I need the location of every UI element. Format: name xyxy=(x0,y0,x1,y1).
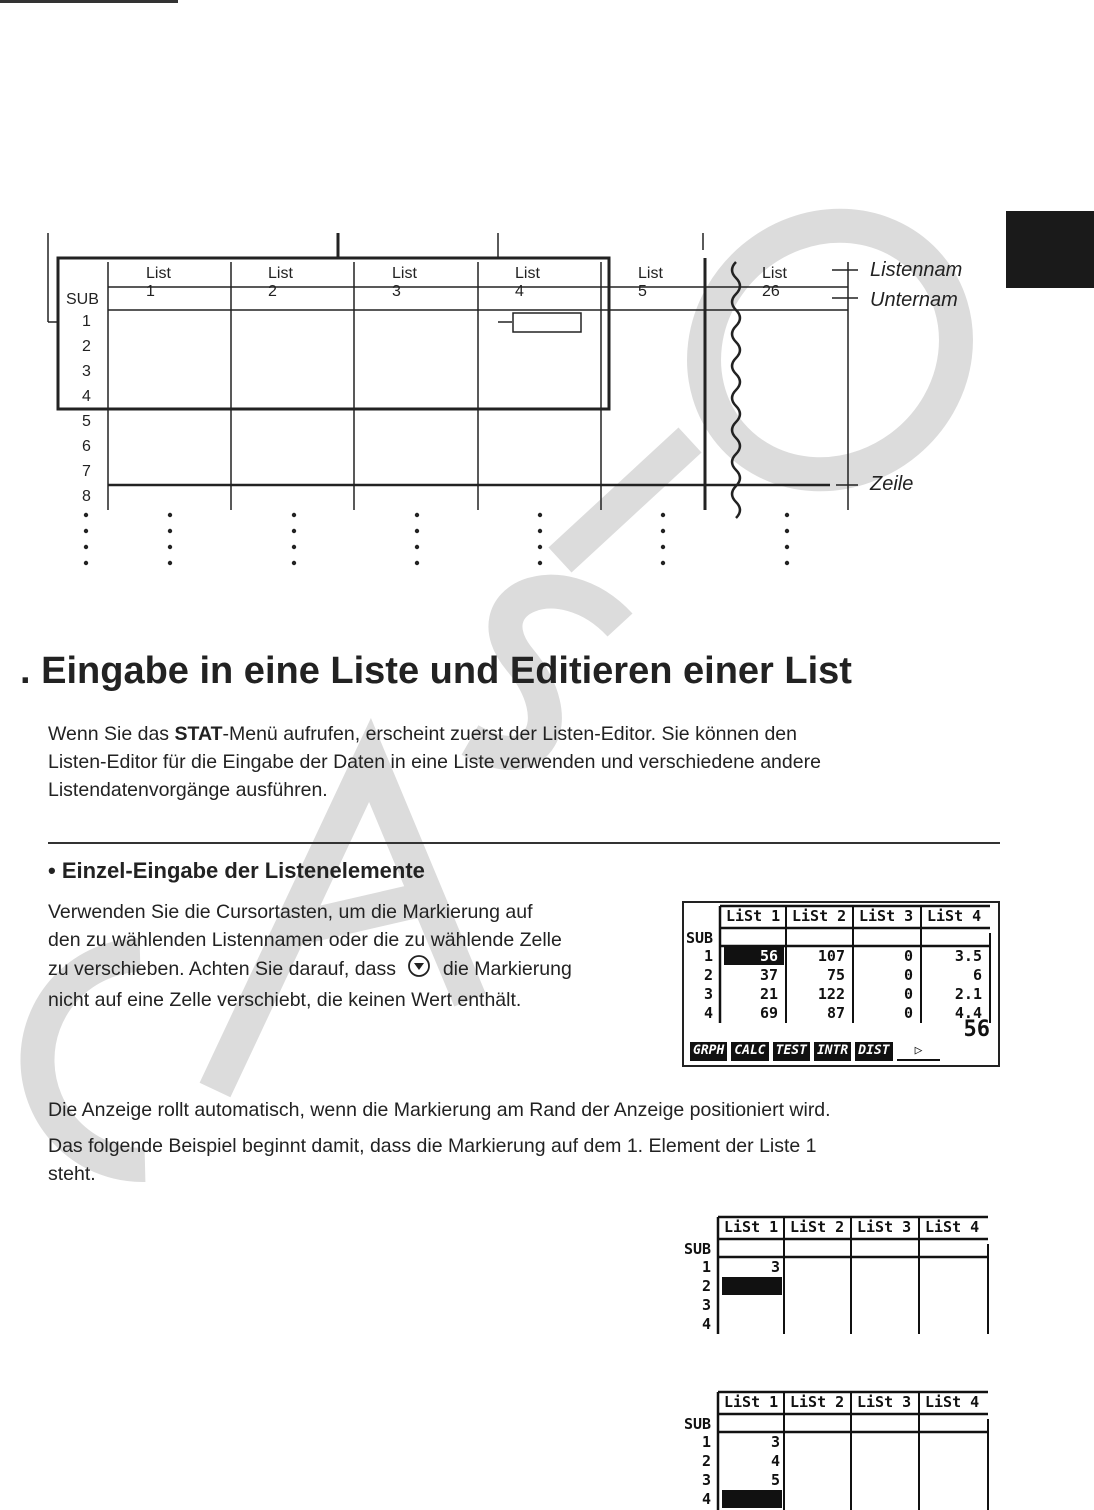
list-header-5: List 5 xyxy=(638,265,663,300)
ellipsis-dot xyxy=(292,529,296,533)
cursor-down-key-icon xyxy=(407,954,431,986)
screen-list-header: LiSt 1 xyxy=(724,1218,779,1236)
calculator-screen-2 xyxy=(682,1214,1000,1334)
screen-cell: 0 xyxy=(903,985,913,1003)
ellipsis-dot xyxy=(785,561,789,565)
ellipsis-dot xyxy=(84,545,88,549)
fkey-2[interactable]: CALC xyxy=(731,1042,768,1061)
row-number: 5 xyxy=(82,413,91,430)
p1-line-3b: die Markierung xyxy=(442,958,572,981)
ellipsis-dot xyxy=(661,529,665,533)
row-number: 3 xyxy=(82,363,91,380)
screen-cell: 0 xyxy=(903,947,913,965)
list-header-26: List 26 xyxy=(762,265,787,300)
ellipsis-dot xyxy=(292,561,296,565)
screen-list-header: LiSt 4 xyxy=(927,907,982,925)
screen-cell: 107 xyxy=(817,947,845,965)
p1-line-2: den zu wählenden Listennamen oder die zu wählende Zelle xyxy=(48,929,562,951)
fkey-1[interactable]: GRPH xyxy=(690,1042,727,1061)
screen-row-number: 1 xyxy=(702,1433,712,1451)
ellipsis-dot xyxy=(84,561,88,565)
function-key-bar xyxy=(690,1042,940,1061)
row-number: 7 xyxy=(82,463,91,480)
screen-cell: 3 xyxy=(770,1433,780,1451)
intro-text-b: -Menü aufrufen, erscheint zuerst der Listen-Editor. Sie können den xyxy=(222,723,797,745)
screen-row-number: 1 xyxy=(702,1258,712,1276)
ellipsis-dot xyxy=(538,545,542,549)
ellipsis-dot xyxy=(661,545,665,549)
annotation-sub-name: Unternam xyxy=(870,289,958,311)
screen-row-number: 3 xyxy=(704,985,714,1003)
screen-list-header: LiSt 3 xyxy=(859,907,914,925)
row-number: 4 xyxy=(82,388,91,405)
screen-row-number: 2 xyxy=(702,1277,712,1295)
cursor-paragraph xyxy=(48,898,572,1014)
screen-list-header: LiSt 2 xyxy=(790,1393,845,1411)
screen-cell: 6 xyxy=(972,966,982,984)
p1-line-4: nicht auf eine Zelle verschiebt, die keinen Wert enthält. xyxy=(48,989,522,1011)
row-number: 1 xyxy=(82,313,91,330)
fkey-4[interactable]: INTR xyxy=(814,1042,851,1061)
screen-cell: 37 xyxy=(759,966,778,984)
ellipsis-dot xyxy=(415,545,419,549)
screen-row-number: 2 xyxy=(702,1452,712,1470)
intro-paragraph xyxy=(48,720,821,804)
row-number: 8 xyxy=(82,488,91,505)
ellipsis-dot xyxy=(661,513,665,517)
calculator-screen-3 xyxy=(682,1389,1000,1510)
screen-row-number: 3 xyxy=(702,1296,712,1314)
screen-cell: 0 xyxy=(903,966,913,984)
ellipsis-dot xyxy=(292,545,296,549)
ellipsis-dot xyxy=(168,561,172,565)
intro-line-2: Listen-Editor für die Eingabe der Daten in eine Liste verwenden und verschiedene andere xyxy=(48,751,821,773)
screen-row-number: 4 xyxy=(702,1315,712,1333)
row-number: 6 xyxy=(82,438,91,455)
screen-list-header: LiSt 3 xyxy=(857,1393,912,1411)
screen-list-header: LiSt 2 xyxy=(790,1218,845,1236)
screen-cell: 4 xyxy=(770,1452,780,1470)
ellipsis-dot xyxy=(415,529,419,533)
annotation-list-name: Listennam xyxy=(870,259,963,281)
screen-list-header: LiSt 3 xyxy=(857,1218,912,1236)
list-header-3: List 3 xyxy=(392,265,417,300)
screen-row-number: 4 xyxy=(702,1490,712,1508)
screen-cell: 75 xyxy=(826,966,845,984)
ellipsis-dot xyxy=(785,529,789,533)
current-value: 56 xyxy=(963,1017,990,1042)
screen-cell: 3 xyxy=(770,1258,780,1276)
ellipsis-dot xyxy=(415,561,419,565)
p1-line-3a: zu verschieben. Achten Sie darauf, dass xyxy=(48,958,396,981)
ellipsis-dot xyxy=(538,561,542,565)
sub-label: SUB xyxy=(66,291,99,308)
ellipsis-dot xyxy=(168,529,172,533)
annotation-row: Zeile xyxy=(870,473,914,495)
screen-cell: 4.4 xyxy=(954,1004,982,1022)
ellipsis-dot xyxy=(661,561,665,565)
ellipsis-dot xyxy=(785,545,789,549)
screen-cell: 5 xyxy=(770,1471,780,1489)
list-header-4: List 4 xyxy=(515,265,540,300)
example-paragraph xyxy=(48,1132,817,1188)
fkey-6[interactable]: ▷ xyxy=(897,1042,941,1061)
cursor-highlight xyxy=(722,1490,782,1508)
p3-line-1: Das folgende Beispiel beginnt damit, dass die Markierung auf dem 1. Element der Liste 1 xyxy=(48,1135,817,1157)
ellipsis-dot xyxy=(84,513,88,517)
fkey-3[interactable]: TEST xyxy=(773,1042,810,1061)
screen-list-header: LiSt 2 xyxy=(792,907,847,925)
p1-line-1: Verwenden Sie die Cursortasten, um die Markierung auf xyxy=(48,901,533,923)
screen-list-header: LiSt 1 xyxy=(726,907,781,925)
ellipsis-dot xyxy=(415,513,419,517)
list-header-2: List 2 xyxy=(268,265,293,300)
screen-cell: 0 xyxy=(903,1004,913,1022)
list-header-1: List 1 xyxy=(146,265,171,300)
screen-list-header: LiSt 1 xyxy=(724,1393,779,1411)
intro-line-3: Listendatenvorgänge ausführen. xyxy=(48,779,328,801)
ellipsis-dot xyxy=(168,545,172,549)
ellipsis-dot xyxy=(168,513,172,517)
screen-cell: 122 xyxy=(817,985,845,1003)
screen-cell: 2.1 xyxy=(954,985,982,1003)
screen-row-number: 2 xyxy=(704,966,714,984)
ellipsis-dot xyxy=(785,513,789,517)
subheading: • Einzel-Eingabe der Listenelemente xyxy=(48,858,425,883)
scroll-paragraph: Die Anzeige rollt automatisch, wenn die Markierung am Rand der Anzeige positioniert wird. xyxy=(48,1099,831,1121)
ellipsis-dot xyxy=(84,529,88,533)
screen-row-number: 3 xyxy=(702,1471,712,1489)
fkey-5[interactable]: DIST xyxy=(855,1042,892,1061)
ellipsis-dot xyxy=(538,513,542,517)
screen-cell: 69 xyxy=(759,1004,778,1022)
chapter-tab xyxy=(1006,211,1094,288)
screen-cell: 21 xyxy=(759,985,778,1003)
ellipsis-dot xyxy=(538,529,542,533)
screen-cell: 3.5 xyxy=(954,947,982,965)
screen-list-header: LiSt 4 xyxy=(925,1393,980,1411)
screen-sub-label: SUB xyxy=(686,929,714,947)
cursor-highlight xyxy=(722,1277,782,1295)
divider xyxy=(48,842,1000,844)
screen-list-header: LiSt 4 xyxy=(925,1218,980,1236)
stat-keyword: STAT xyxy=(174,723,223,745)
ellipsis-dot xyxy=(292,513,296,517)
section-title: . Eingabe in eine Liste und Editieren einer List xyxy=(20,650,852,692)
screen-cell: 87 xyxy=(826,1004,845,1022)
screen-row-number: 1 xyxy=(704,947,714,965)
screen-sub-label: SUB xyxy=(684,1240,712,1258)
screen-row-number: 4 xyxy=(704,1004,714,1022)
p3-line-2: steht. xyxy=(48,1163,96,1185)
row-number: 2 xyxy=(82,338,91,355)
screen-sub-label: SUB xyxy=(684,1415,712,1433)
intro-text-a: Wenn Sie das xyxy=(48,723,175,745)
calculator-screen-1 xyxy=(682,901,1000,1067)
screen-cell: 56 xyxy=(759,947,778,965)
